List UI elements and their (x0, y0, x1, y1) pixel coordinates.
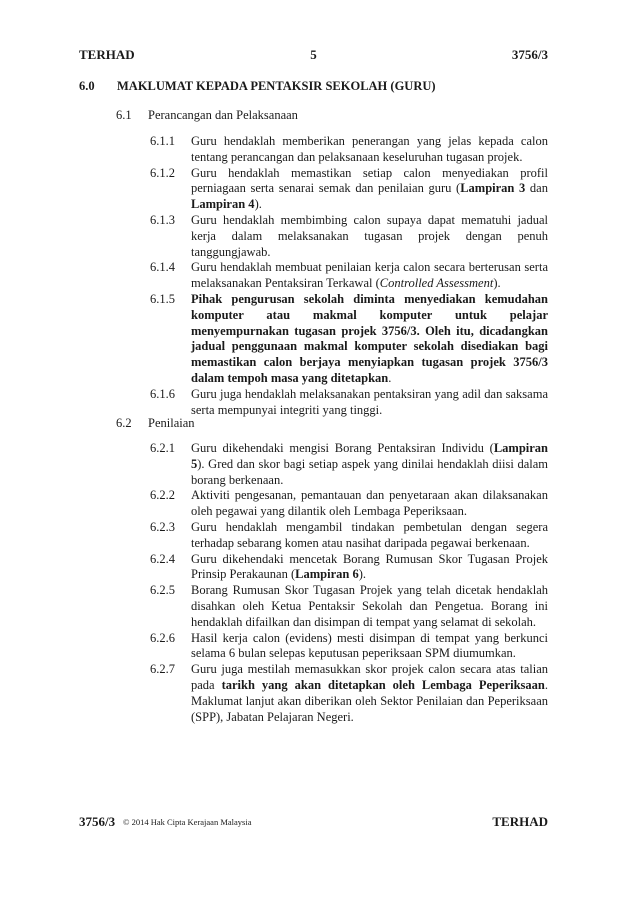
item-text: Hasil kerja calon (evidens) mesti disimpan di tempat yang berkunci selama 6 bulan selepas keputusan peperiksaan SPM diumumkan. (191, 630, 548, 661)
list-item (150, 260, 548, 292)
item-number: 6.1.5 (150, 291, 175, 306)
item-number: 6.2.1 (150, 441, 175, 455)
page-header (79, 47, 548, 65)
item-number: 6.2.6 (150, 630, 175, 645)
item-text: Guru hendaklah mengambil tindakan pembetulan dengan segera terhadap sebarang komen atau nasihat daripada pegawai berkenaan. (191, 519, 548, 550)
list-item (150, 134, 548, 166)
text-run: Guru hendaklah membuat penilaian kerja calon secara berterusan serta melaksanakan Pentaksiran Terkawal ( (191, 260, 548, 291)
text-run: ). Gred dan skor bagi setiap aspek yang dinilai hendaklah diisi dalam borang berkenaan. (191, 456, 548, 487)
section-title: MAKLUMAT KEPADA PENTAKSIR SEKOLAH (GURU) (117, 79, 436, 93)
list-item (150, 292, 548, 387)
item-text: Guru hendaklah memberikan penerangan yang jelas kepada calon tentang perancangan dan pelaksanaan keseluruhan tugasan projek. (191, 134, 548, 164)
text-bold: Pihak pengurusan sekolah diminta menyediakan kemudahan komputer atau makmal komputer untuk pelajar menyempurnakan tugasan projek 3756/3. Oleh itu, dicadangkan jadual penggunaan makmal komputer sekolah disediakan bagi memastikan calon berjaya menyiapkan tugasan projek 3756/3 dalam tempoh masa yang ditetapkan (191, 291, 548, 385)
list-item (150, 488, 548, 520)
list-item (150, 552, 548, 584)
list-item (150, 520, 548, 552)
list-item (150, 166, 548, 213)
footer-paper-code: 3756/3 (79, 814, 116, 829)
list-item (150, 631, 548, 663)
subsection-number: 6.2 (116, 416, 132, 430)
list-item (150, 583, 548, 630)
subsection-title: Perancangan dan Pelaksanaan (148, 108, 298, 122)
header-paper-code: 3756/3 (511, 47, 548, 62)
item-text (191, 292, 548, 387)
text-run: ). (254, 197, 262, 212)
text-bold: Lampiran 4 (191, 197, 255, 212)
item-text (191, 662, 548, 725)
item-number: 6.1.4 (150, 260, 175, 275)
footer-copyright: © 2014 Hak Cipta Kerajaan Malaysia (123, 817, 252, 827)
list-item (150, 662, 548, 725)
text-run: Guru dikehendaki mencetak Borang Rumusan Skor Tugasan Projek Prinsip Perakaunan ( (191, 551, 548, 582)
list-item (150, 213, 548, 260)
item-number: 6.1.1 (150, 134, 175, 148)
subsection-number: 6.1 (116, 108, 132, 122)
page-number: 5 (310, 47, 317, 62)
text-bold: tarikh yang akan ditetapkan oleh Lembaga Peperiksaan (221, 677, 545, 692)
header-classification: TERHAD (79, 47, 135, 62)
text-run: ). (493, 276, 501, 291)
item-number: 6.2.5 (150, 583, 175, 598)
item-text: Borang Rumusan Skor Tugasan Projek yang telah dicetak hendaklah disahkan oleh Ketua Pentaksir Sekolah dan Pengetua. Borang ini hendaklah difailkan dan disimpan di tempat yang selamat di sekolah. (191, 583, 548, 629)
text-run: ). (358, 567, 367, 582)
text-bold: Lampiran 6 (295, 567, 359, 582)
text-run: Guru hendaklah memastikan setiap calon menyediakan profil perniagaan serta senarai semak dan penilaian guru ( (191, 165, 548, 196)
text-run: dan (525, 181, 548, 196)
text-bold: Lampiran 3 (460, 181, 526, 196)
item-number: 6.1.6 (150, 386, 175, 401)
item-text: Aktiviti pengesanan, pemantauan dan penyetaraan akan dilaksanakan oleh pegawai yang dilantik oleh Lembaga Peperiksaan. (191, 488, 548, 519)
item-number: 6.2.7 (150, 662, 175, 677)
text-run: Guru juga mestilah memasukkan skor projek calon secara atas talian pada (191, 662, 548, 692)
list-item (150, 441, 548, 488)
subsection-heading-6-2 (116, 416, 195, 431)
item-number: 6.2.2 (150, 488, 175, 503)
item-number: 6.1.2 (150, 165, 175, 180)
section-number: 6.0 (79, 79, 95, 93)
text-run: . Maklumat lanjut akan diberikan oleh Sektor Penilaian dan Peperiksaan (SPP), Jabatan Pelajaran Negeri. (191, 677, 548, 724)
subsection-items-6-1 (150, 134, 548, 418)
subsection-items-6-2 (150, 441, 548, 725)
text-italic: Controlled Assessment (379, 276, 494, 291)
subsection-title: Penilaian (148, 416, 195, 430)
item-number: 6.1.3 (150, 212, 175, 227)
list-item (150, 387, 548, 419)
item-text: Guru hendaklah membimbing calon supaya dapat mematuhi jadual kerja dalam melaksanakan tugasan projek dengan penuh tanggungjawab. (191, 212, 548, 259)
item-text (191, 552, 548, 584)
text-run: Guru dikehendaki mengisi Borang Pentaksiran Individu ( (191, 441, 494, 455)
item-text (191, 166, 548, 213)
footer-classification: TERHAD (492, 814, 548, 829)
subsection-heading-6-1 (116, 108, 298, 123)
item-number: 6.2.3 (150, 519, 175, 534)
page-footer (79, 814, 548, 832)
text-run: . (388, 370, 392, 385)
item-number: 6.2.4 (150, 551, 175, 566)
item-text (191, 260, 548, 292)
text-bold: Lampiran 5 (191, 441, 548, 471)
section-heading (79, 79, 436, 94)
item-text (191, 441, 548, 488)
item-text: Guru juga hendaklah melaksanakan pentaksiran yang adil dan saksama serta mempunyai integriti yang tinggi. (191, 386, 548, 417)
